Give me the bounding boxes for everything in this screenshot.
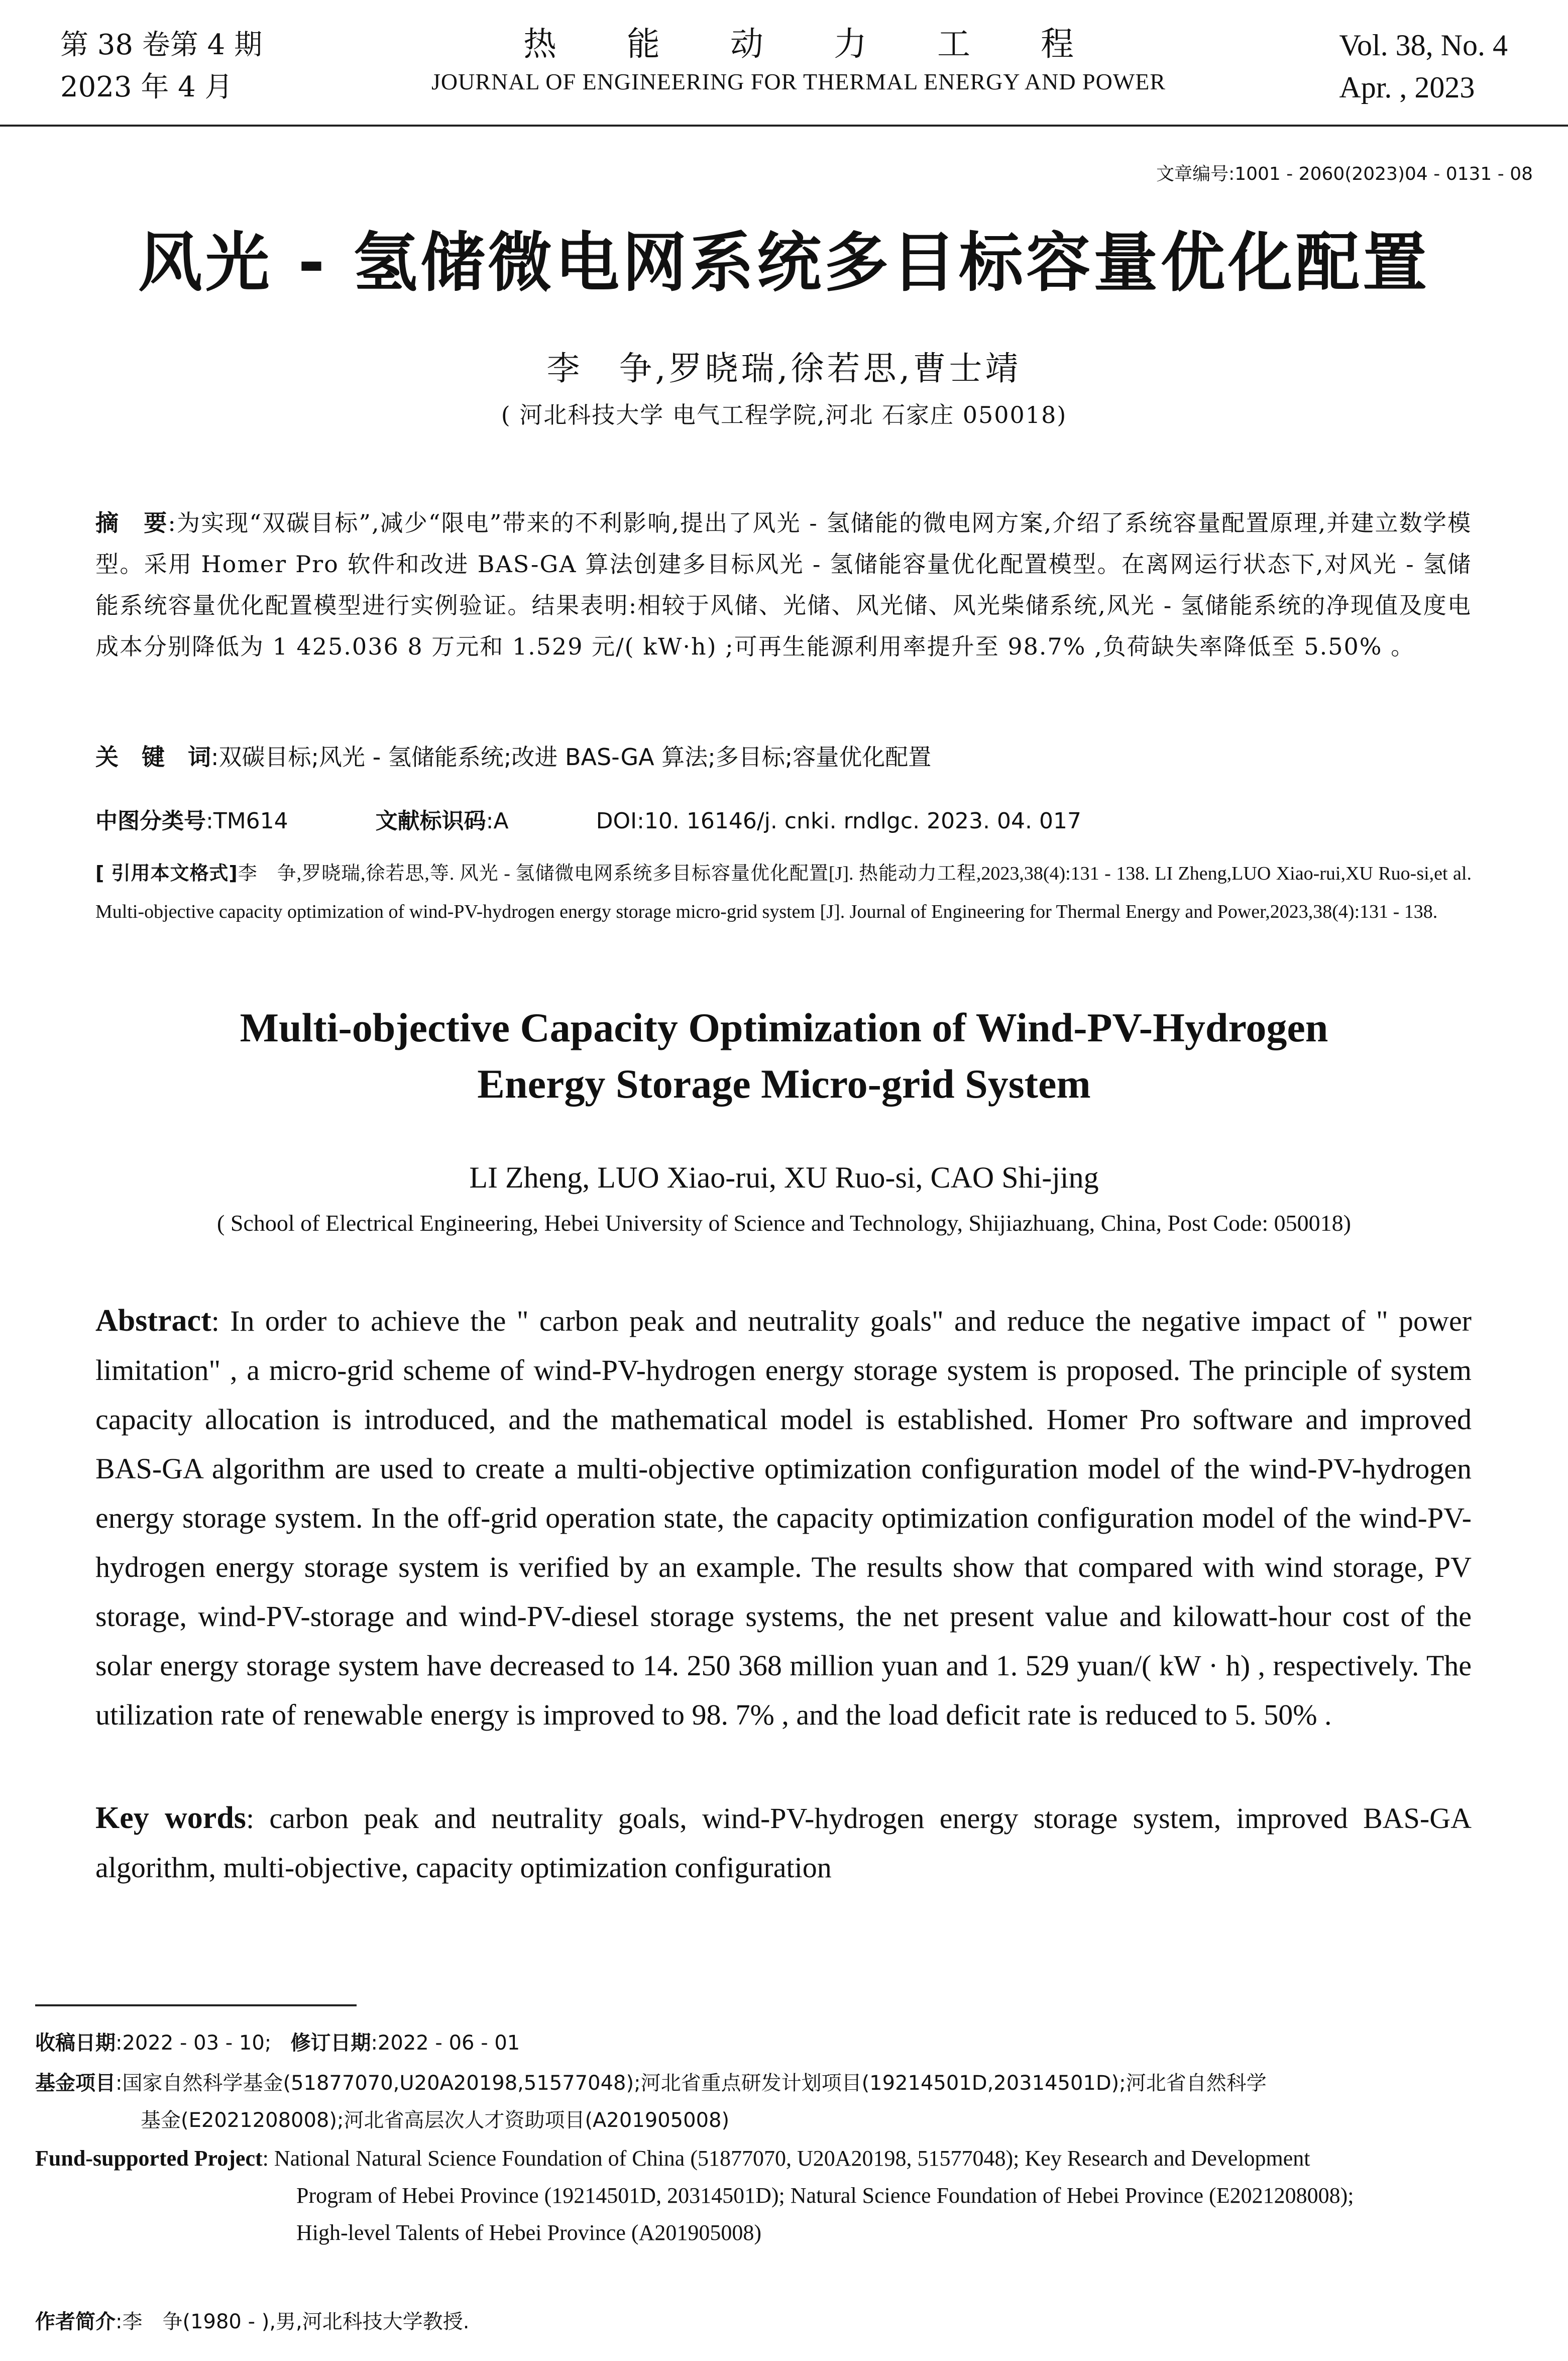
fund-cn: [35, 2065, 1532, 2139]
title-en-line1: Multi-objective Capacity Optimization of Wind-PV-Hydrogen: [240, 1005, 1328, 1050]
keywords-en-label: Key words: [95, 1801, 246, 1835]
fund-cn-label: 基金项目: [35, 2072, 116, 2095]
authors-cn: 李 争,罗晓瑞,徐若思,曹士靖: [546, 349, 1022, 388]
title-en-line2: Energy Storage Micro-grid System: [477, 1061, 1091, 1107]
issue-info-cn: [60, 24, 262, 109]
clc-value: :TM614: [206, 808, 288, 834]
abstract-en-text: : In order to achieve the " carbon peak and neutrality goals" and reduce the negative impact of " power limitation" , a micro-grid scheme of wind-PV-hydrogen energy storage system is proposed. The principle of system capacity allocation is introduced, and the mathematical model is established. Homer Pro software and improved BAS-GA algorithm are used to create a multi-objective optimization configuration model of the wind-PV-hydrogen energy storage system. In the off-grid operation state, the capacity optimization configuration model of the wind-PV-hydrogen energy storage system is verified by an example. The results show that compared with wind storage, PV storage, wind-PV-storage and wind-PV-diesel storage systems, the net present value and kilowatt-hour cost of the solar energy storage system have decreased to 14. 250 368 million yuan and 1. 529 yuan/( kW · h) , respectively. The utilization rate of renewable energy is improved to 98. 7% , and the load deficit rate is reduced to 5. 50% .: [95, 1305, 1472, 1731]
fund-cn-line1: :国家自然科学基金(51877070,U20A20198,51577048);河北省重点研发计划项目(19214501D,20314501D);河北省自然科学: [116, 2072, 1267, 2095]
title-cn: 风光 - 氢储微电网系统多目标容量优化配置: [138, 226, 1430, 300]
received-label: 收稿日期: [35, 2031, 116, 2055]
citation-label: [ 引用本文格式]: [95, 862, 238, 884]
date-cn: 2023 年 4 月: [60, 71, 233, 103]
fund-en: [35, 2140, 1532, 2251]
journal-title-en: JOURNAL OF ENGINEERING FOR THERMAL ENERGY AND POWER: [431, 69, 1166, 94]
revised-value: :2022 - 06 - 01: [371, 2031, 520, 2055]
journal-title-cn: 热能动力工程: [523, 25, 1144, 63]
revised-label: 修订日期: [290, 2031, 371, 2055]
abstract-cn: [95, 502, 1472, 667]
affiliation-cn: ( 河北科技大学 电气工程学院,河北 石家庄 050018): [501, 401, 1067, 428]
abstract-en-label: Abstract: [95, 1304, 211, 1338]
received-value: :2022 - 03 - 10;: [116, 2031, 272, 2055]
article-number: 文章编号:1001 - 2060(2023)04 - 0131 - 08: [1156, 164, 1533, 184]
clc-code: [95, 808, 288, 834]
citation: [95, 854, 1472, 931]
footnote-rule: [35, 2004, 357, 2006]
author-bio-value: :李 争(1980 - ),男,河北科技大学教授.: [116, 2310, 470, 2333]
fund-en-line3: High-level Talents of Hebei Province (A201905008): [296, 2220, 761, 2245]
affiliation-en: ( School of Electrical Engineering, Hebei University of Science and Technology, Shijiazhuang, China, Post Code: 050018): [217, 1210, 1351, 1236]
header-rule: [0, 125, 1568, 127]
author-bio: [35, 2303, 1532, 2340]
vol-en: Vol. 38, No. 4: [1339, 29, 1508, 62]
journal-title: [362, 24, 1236, 99]
citation-text: 李 争,罗晓瑞,徐若思,等. 风光 - 氢储微电网系统多目标容量优化配置[J]. 热能动力工程,2023,38(4):131 - 138. LI Zheng,LUO Xiao-rui,XU Ruo-si,et al. Multi-objective capacity optimization of wind-PV-hydrogen energy storage micro-grid system [J]. Journal of Engineering for Thermal Energy and Power,2023,38(4):131 - 138.: [95, 863, 1472, 922]
received-dates: [35, 2024, 1532, 2062]
keywords-cn: [95, 739, 1472, 775]
doc-code: [376, 808, 509, 834]
clc-label: 中图分类号: [95, 808, 206, 834]
abstract-cn-label: 摘 要: [95, 509, 168, 536]
fund-en-label: Fund-supported Project: [35, 2146, 263, 2171]
keywords-cn-label: 关 键 词: [95, 743, 211, 771]
fund-en-line2: Program of Hebei Province (19214501D, 20314501D); Natural Science Foundation of Hebei Province (E2021208008);: [296, 2183, 1354, 2208]
issue-cn: 第 38 卷第 4 期: [60, 29, 263, 61]
title-en: [100, 1000, 1468, 1112]
doi: DOI:10. 16146/j. cnki. rndlgc. 2023. 04. 017: [596, 808, 1081, 834]
keywords-en-text: : carbon peak and neutrality goals, wind-PV-hydrogen energy storage system, improved BAS-GA algorithm, multi-objective, capacity optimization configuration: [95, 1802, 1472, 1884]
date-en: Apr. , 2023: [1339, 71, 1475, 104]
doc-label: 文献标识码: [375, 808, 486, 834]
issue-info-en: [1336, 24, 1508, 109]
abstract-en: [95, 1296, 1472, 1740]
keywords-cn-text: :双碳目标;风光 - 氢储能系统;改进 BAS-GA 算法;多目标;容量优化配置: [211, 743, 932, 771]
classification-row: [95, 804, 1472, 839]
abstract-cn-text: :为实现“双碳目标”,减少“限电”带来的不利影响,提出了风光 - 氢储能的微电网方案,介绍了系统容量配置原理,并建立数学模型。采用 Homer Pro 软件和改进 BAS-GA 算法创建多目标风光 - 氢储能容量优化配置模型。在离网运行状态下,对风光 - 氢储能系统容量优化配置模型进行实例验证。结果表明:相较于风储、光储、风光储、风光柴储系统,风光 - 氢储能系统的净现值及度电成本分别降低为 1 425.036 8 万元和 1.529 元/( kW·h) ;可再生能源利用率提升至 98.7% ,负荷缺失率降低至 5.50% 。: [95, 509, 1472, 660]
fund-cn-line2: 基金(E2021208008);河北省高层次人才资助项目(A201905008): [141, 2109, 730, 2132]
doc-value: :A: [486, 808, 509, 834]
authors-en: LI Zheng, LUO Xiao-rui, XU Ruo-si, CAO Shi-jing: [469, 1161, 1099, 1194]
fund-en-line1: : National Natural Science Foundation of China (51877070, U20A20198, 51577048); Key Research and Development: [262, 2146, 1310, 2171]
author-bio-label: 作者简介: [35, 2310, 116, 2333]
keywords-en: [95, 1793, 1472, 1892]
